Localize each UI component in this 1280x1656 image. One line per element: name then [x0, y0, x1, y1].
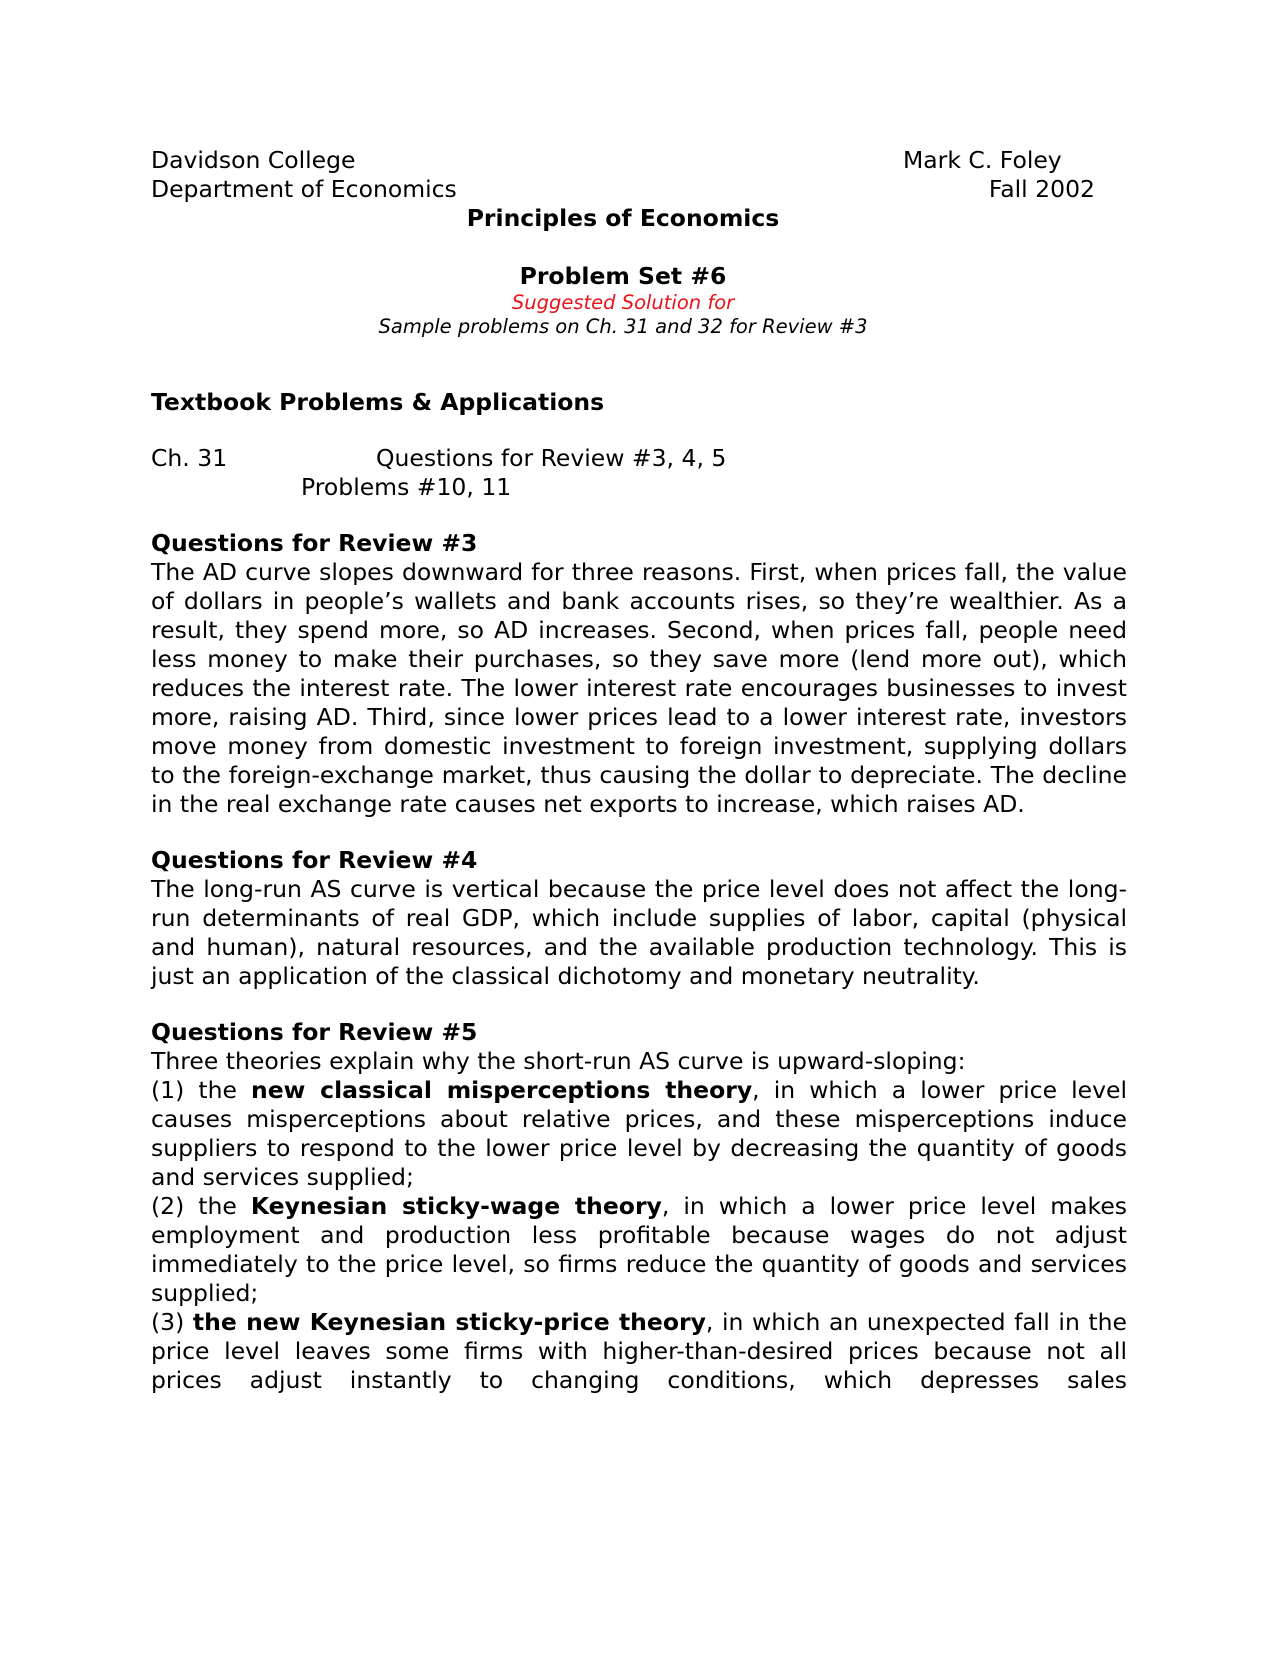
suggested-solution-label: Suggested Solution for: [511, 291, 735, 314]
q3-body: The AD curve slopes downward for three reasons. First, when prices fall, the value of dollars in people’s wallets and bank accounts rises, so they’re wealthier. As a result, they spend more, so AD increases. Second, when prices fall, people need less money to make their purchases, so they save more (lend more out), which reduces the interest rate. The lower interest rate encourages businesses to invest more, raising AD. Third, since lower prices lead to a lower interest rate, investors move money from domestic investment to foreign investment, supplying dollars to the foreign-exchange market, thus causing the dollar to depreciate. The decline in the real exchange rate causes net exports to increase, which raises AD.: [151, 558, 1127, 818]
q5-item-2: [151, 1192, 1127, 1308]
department: Department of Economics: [151, 175, 457, 203]
q5-heading: Questions for Review #5: [151, 1018, 478, 1046]
institution: Davidson College: [151, 146, 356, 174]
course-title: Principles of Economics: [466, 204, 780, 232]
q5-item-3: [151, 1308, 1127, 1395]
q5-intro: Three theories explain why the short-run AS curve is upward-sloping:: [151, 1047, 966, 1075]
q5-item-2-prefix: (2) the: [151, 1192, 251, 1220]
q5-item-2-text: , in which a lower price level makes employment and production less profitable because wages do not adjust immediately to the price level, so firms reduce the quantity of goods and services supplied;: [151, 1192, 1128, 1307]
q5-item-1-text: , in which a lower price level causes misperceptions about relative prices, and these misperceptions induce suppliers to respond to the lower price level by decreasing the quantity of goods and services supplied;: [151, 1076, 1127, 1191]
chapter-problems: Problems #10, 11: [301, 473, 512, 501]
q4-heading: Questions for Review #4: [151, 846, 478, 874]
q4-body: The long-run AS curve is vertical because the price level does not affect the long-run determinants of real GDP, which include supplies of labor, capital (physical and human), natural resources, and the available production technology. This is just an application of the classical dichotomy and monetary neutrality.: [151, 875, 1127, 990]
chapter-questions: Questions for Review #3, 4, 5: [376, 444, 727, 472]
q5-item-2-term: Keynesian sticky-wage theory: [250, 1192, 662, 1220]
q3-heading: Questions for Review #3: [151, 529, 478, 557]
q5-item-3-prefix: (3): [151, 1308, 193, 1336]
q5-item-1: [151, 1076, 1127, 1192]
q5-item-3-term: the new Keynesian sticky-price theory: [192, 1308, 706, 1336]
chapter-label: Ch. 31: [151, 444, 228, 472]
header-row-2: [151, 175, 1127, 204]
chapter-row: [151, 444, 1127, 473]
author-name: Mark C. Foley: [903, 146, 1062, 174]
header-row-1: [151, 146, 1127, 175]
q5-item-1-term: new classical misperceptions theory: [251, 1076, 753, 1104]
q5-item-3-text: , in which an unexpected fall in the price level leaves some firms with higher-than-desired prices because not all prices adjust instantly to changing conditions, which depresses sales: [151, 1308, 1127, 1394]
sample-problems-label: Sample problems on Ch. 31 and 32 for Review #3: [378, 315, 868, 338]
section-heading: Textbook Problems & Applications: [151, 388, 605, 416]
document-page: [151, 146, 1127, 1395]
term: Fall 2002: [988, 175, 1095, 203]
q5-item-1-prefix: (1) the: [151, 1076, 252, 1104]
problem-set-title: Problem Set #6: [519, 262, 727, 290]
